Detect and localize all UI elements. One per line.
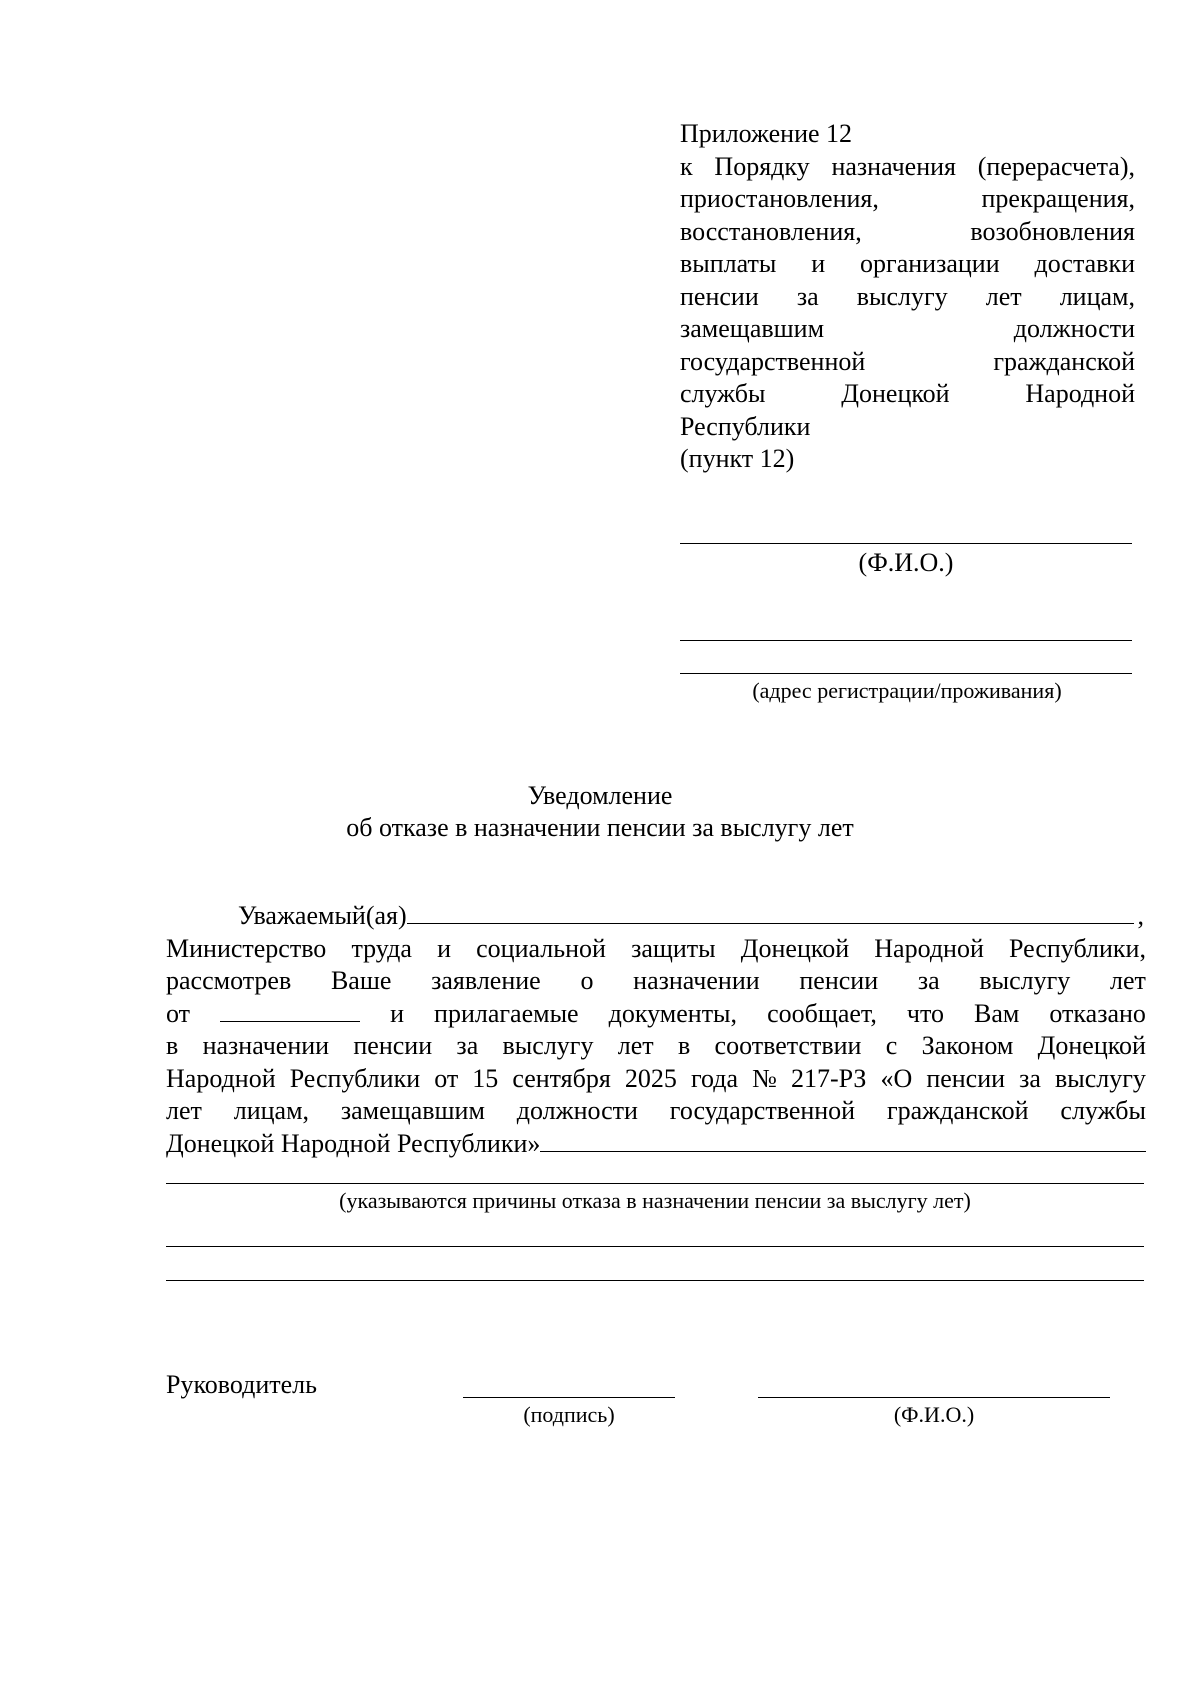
reason-line-2 [166, 1246, 1144, 1247]
appendix-word: и [811, 249, 826, 278]
appendix-word: лицам, [1059, 281, 1135, 311]
body-word: Законом [921, 1031, 1014, 1060]
appendix-word: приостановления, [680, 184, 879, 213]
body-rows-top [166, 933, 1146, 998]
body-word: выслугу [1055, 1063, 1146, 1093]
recipient-address-caption: (адрес регистрации/проживания) [752, 678, 1062, 703]
body-word: «О [880, 1063, 913, 1093]
appendix-line [680, 183, 1135, 216]
body-word: Вам [974, 998, 1020, 1028]
reason-line-3 [166, 1280, 1144, 1281]
body-word: труда [351, 933, 412, 963]
reason-inline-blank [540, 1129, 1146, 1152]
body-word: 217-РЗ [790, 1063, 867, 1093]
body-word: Народной [166, 1063, 276, 1093]
body-word: выслугу [979, 966, 1071, 995]
salutation-label: Уважаемый(ая) [238, 901, 407, 930]
appendix-word: выслугу [856, 281, 948, 311]
appendix-line [680, 313, 1135, 346]
body-word: и [437, 933, 451, 963]
body-word: сообщает, [767, 998, 877, 1028]
recipient-address-line-2 [680, 673, 1132, 674]
appendix-line [680, 378, 1135, 411]
body-row [166, 965, 1146, 998]
appendix-line [680, 443, 1135, 476]
recipient-address-line-1 [680, 640, 1132, 641]
body-word: лет [166, 1096, 202, 1125]
body-word: государственной [669, 1096, 856, 1125]
body-word: защиты [631, 933, 716, 963]
body-word: лет [1110, 966, 1146, 995]
appendix-word: организации [860, 249, 1000, 278]
appendix-word: должности [1013, 314, 1135, 343]
body-row [166, 933, 1146, 966]
body-word: Донецкой [1037, 1031, 1146, 1060]
appendix-word: Народной [1025, 379, 1135, 408]
recipient-fio-line [680, 543, 1132, 544]
title-line-2: об отказе в назначении пенсии за выслугу лет [346, 813, 854, 842]
body-last-text: Донецкой Народной Республики» [166, 1128, 541, 1158]
appendix-word: Донецкой [841, 379, 950, 408]
body-word: пенсии [926, 1063, 1006, 1093]
appendix-word: к [680, 151, 693, 181]
body-row [166, 1063, 1146, 1096]
appendix-word: (пункт 12) [680, 444, 795, 473]
body-word: лицам, [233, 1096, 310, 1125]
appendix-word: выплаты [680, 249, 777, 278]
body-word: выслугу [502, 1031, 594, 1060]
body-word: Донецкой [740, 933, 850, 963]
appendix-word: гражданской [993, 346, 1135, 376]
body-word: назначении [202, 1031, 330, 1060]
appendix-line [680, 151, 1135, 184]
reason-line-1 [166, 1183, 1144, 1184]
appendix-word: Республики [680, 411, 811, 441]
body-row [166, 1030, 1146, 1063]
body-word: Республики, [1009, 933, 1146, 963]
signature-caption: (подпись) [523, 1402, 615, 1427]
appendix-line [680, 248, 1135, 281]
body-word: документы, [608, 998, 738, 1028]
body-word: года [690, 1063, 738, 1093]
body-word: лет [617, 1031, 654, 1060]
body-word: от [434, 1063, 459, 1093]
title-line-1: Уведомление [527, 781, 673, 810]
body-word: службы [1060, 1096, 1146, 1125]
body-word: заявление [431, 966, 541, 995]
body-word: № [752, 1063, 777, 1093]
salutation-row [166, 900, 1146, 933]
body-last-row [166, 1128, 1146, 1161]
appendix-word: прекращения, [981, 184, 1135, 213]
body-word: и [390, 998, 405, 1028]
appendix-word: возобновления [970, 216, 1135, 246]
appendix-word: пенсии [680, 281, 759, 311]
body-word: пенсии [799, 966, 879, 995]
body-word: в [677, 1031, 691, 1060]
appendix-line [680, 346, 1135, 379]
appendix-line [680, 216, 1135, 249]
appendix-word: Приложение 12 [680, 119, 853, 148]
appendix-word: восстановления, [680, 216, 862, 246]
body-word: за [456, 1031, 479, 1060]
appendix-word: лет [985, 281, 1022, 311]
body-word: сентября [512, 1063, 611, 1093]
body-word: назначении [633, 966, 760, 995]
body-word: прилагаемые [434, 998, 579, 1028]
appendix-line [680, 118, 1135, 151]
body-word: в [166, 1031, 179, 1060]
application-date-blank [220, 999, 360, 1022]
body-word: гражданской [886, 1096, 1029, 1125]
appendix-word: государственной [680, 346, 866, 376]
body-word: пенсии [353, 1031, 433, 1060]
body-row-from [166, 998, 1146, 1031]
document-title [0, 780, 1200, 844]
body-word: с [885, 1031, 898, 1060]
body-word: о [580, 966, 594, 995]
appendix-word: замещавшим [680, 314, 825, 343]
body-rows-bottom [166, 1030, 1146, 1128]
body-word: соответствии [714, 1031, 862, 1060]
appendix-block [680, 118, 1135, 476]
appendix-word: (перерасчета), [977, 151, 1135, 181]
reason-caption: (указываются причины отказа в назначении пенсии за выслугу лет) [339, 1188, 971, 1213]
signature-line [463, 1397, 675, 1398]
appendix-word: службы [680, 379, 766, 408]
appendix-word: Порядку [714, 151, 810, 181]
recipient-fio-caption: (Ф.И.О.) [858, 548, 954, 577]
signer-fio-caption: (Ф.И.О.) [893, 1402, 975, 1427]
body-word: за [1019, 1063, 1041, 1093]
body-word: от [166, 998, 191, 1028]
notice-body [166, 900, 1146, 1160]
appendix-word: доставки [1034, 249, 1135, 278]
salutation-comma: , [1137, 901, 1144, 930]
body-word: 2025 [624, 1063, 677, 1093]
appendix-line [680, 411, 1135, 444]
body-word: отказано [1049, 998, 1146, 1028]
appendix-word: назначения [831, 151, 956, 181]
body-word: Народной [874, 933, 984, 963]
appendix-line [680, 281, 1135, 314]
body-word: замещавшим [340, 1096, 485, 1125]
body-word: должности [516, 1096, 638, 1125]
body-word: Министерство [166, 933, 327, 963]
signer-fio-line [758, 1397, 1110, 1398]
body-word: что [906, 998, 944, 1028]
addressee-blank [407, 901, 1134, 924]
body-row [166, 1095, 1146, 1128]
body-word: Республики [289, 1063, 421, 1093]
body-word: 15 [472, 1063, 499, 1093]
appendix-word: за [796, 281, 819, 311]
body-word: за [917, 966, 940, 995]
body-word: рассмотрев [166, 966, 292, 995]
signer-role: Руководитель [166, 1370, 317, 1399]
body-word: Ваше [330, 966, 392, 995]
body-word: социальной [476, 933, 606, 963]
